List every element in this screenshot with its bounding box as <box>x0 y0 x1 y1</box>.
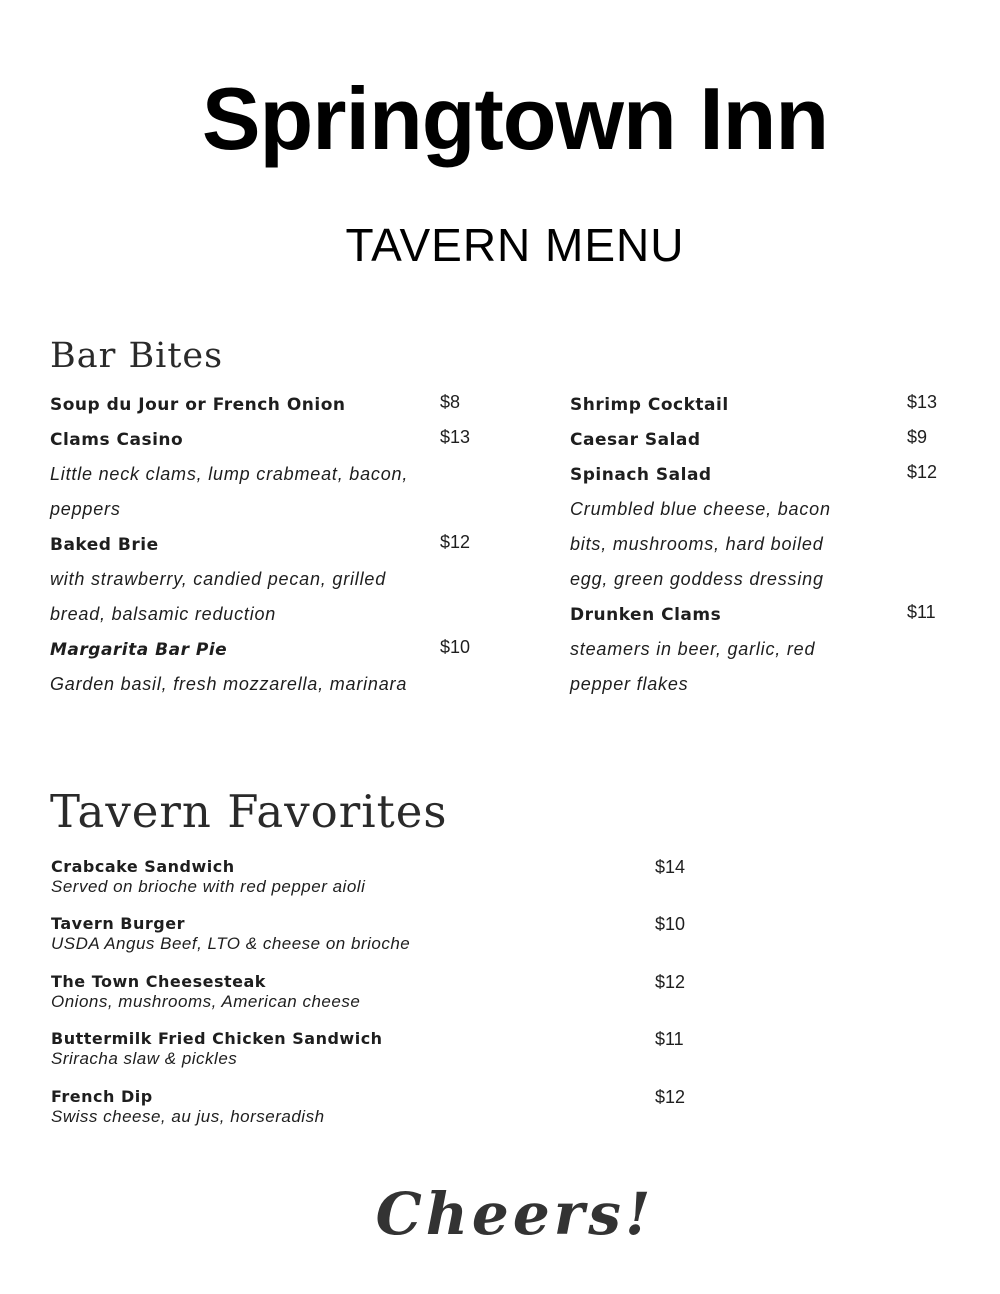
item-name: Tavern Burger <box>51 914 185 933</box>
item-price: $12 <box>655 1087 686 1107</box>
item-price: $11 <box>655 1029 684 1049</box>
item-description: Little neck clams, lump crabmeat, bacon, <box>50 464 409 484</box>
item-description: USDA Angus Beef, LTO & cheese on brioche <box>51 934 411 953</box>
item-description: Crumbled blue cheese, bacon <box>570 499 831 519</box>
item-name: The Town Cheesesteak <box>51 972 266 991</box>
item-description: egg, green goddess dressing <box>570 569 824 589</box>
item-name: Soup du Jour or French Onion <box>50 395 346 415</box>
item-name: Buttermilk Fried Chicken Sandwich <box>51 1029 383 1048</box>
item-description: Onions, mushrooms, American cheese <box>51 992 361 1011</box>
item-description: pepper flakes <box>570 674 689 694</box>
menu-item <box>51 857 751 896</box>
item-description: bread, balsamic reduction <box>50 604 277 624</box>
item-price: $12 <box>655 972 686 992</box>
item-description: Served on brioche with red pepper aioli <box>51 877 366 896</box>
menu-item <box>50 527 490 562</box>
item-name: Shrimp Cocktail <box>570 395 729 415</box>
item-price: $10 <box>655 914 686 934</box>
item-price: $10 <box>440 637 471 657</box>
item-name: Spinach Salad <box>570 465 712 485</box>
item-description: steamers in beer, garlic, red <box>570 639 816 659</box>
menu-item <box>51 1087 751 1126</box>
item-name: Margarita Bar Pie <box>50 640 228 660</box>
item-description: peppers <box>50 499 121 519</box>
item-name: Clams Casino <box>50 430 184 450</box>
menu-item <box>570 457 970 492</box>
menu-item <box>50 387 490 422</box>
item-price: $14 <box>655 857 686 877</box>
item-price: $12 <box>440 532 471 552</box>
menu-item <box>570 387 970 422</box>
item-price: $9 <box>907 427 928 447</box>
menu-subtitle: TAVERN MENU <box>345 219 685 271</box>
item-name: French Dip <box>51 1087 153 1106</box>
item-description: bits, mushrooms, hard boiled <box>570 534 824 554</box>
item-name: Caesar Salad <box>570 430 701 450</box>
item-description: Sriracha slaw & pickles <box>51 1049 238 1068</box>
item-price: $13 <box>907 392 938 412</box>
item-description: Garden basil, fresh mozzarella, marinara <box>50 674 408 694</box>
closing-cheers: Cheers! <box>375 1180 655 1248</box>
item-description: with strawberry, candied pecan, grilled <box>50 569 387 589</box>
menu-item <box>50 632 490 667</box>
restaurant-title: Springtown Inn <box>201 69 829 168</box>
bar-bites-left-column <box>50 387 490 702</box>
menu-item <box>570 422 970 457</box>
item-description: Swiss cheese, au jus, horseradish <box>51 1107 325 1126</box>
item-price: $12 <box>907 462 938 482</box>
item-name: Baked Brie <box>50 535 159 555</box>
section-heading-tavern-favorites: Tavern Favorites <box>50 785 448 838</box>
menu-item <box>51 1029 751 1068</box>
item-name: Crabcake Sandwich <box>51 857 235 876</box>
menu-item <box>51 972 751 1011</box>
section-heading-bar-bites: Bar Bites <box>50 336 224 376</box>
menu-item <box>50 422 490 457</box>
item-price: $13 <box>440 427 471 447</box>
item-price: $11 <box>907 602 936 622</box>
menu-item <box>570 597 970 632</box>
item-price: $8 <box>440 392 461 412</box>
bar-bites-right-column <box>570 387 970 702</box>
item-name: Drunken Clams <box>570 605 722 625</box>
menu-item <box>51 914 751 953</box>
